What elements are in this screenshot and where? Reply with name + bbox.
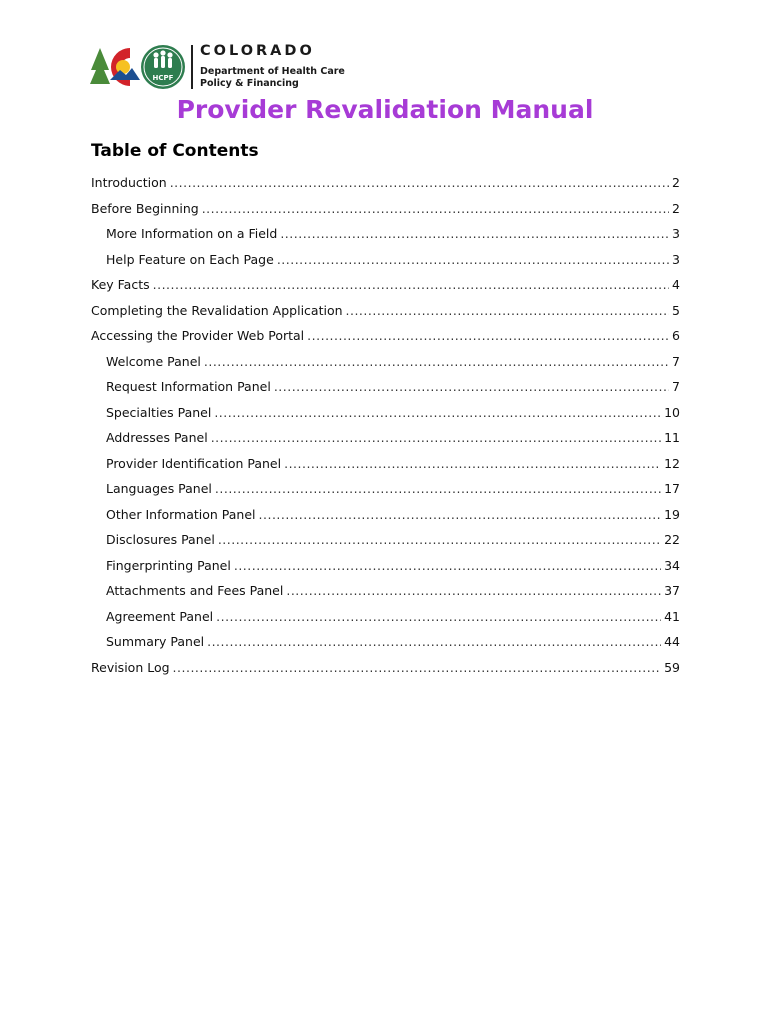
- toc-entry[interactable]: [106, 247, 680, 273]
- toc-entry[interactable]: [91, 196, 680, 222]
- toc-entry[interactable]: [106, 604, 680, 630]
- toc-entry[interactable]: [106, 553, 680, 579]
- toc-entry-page-number: 59: [664, 659, 680, 675]
- toc-entry-label: Agreement Panel: [106, 608, 214, 624]
- toc-entry-label: Provider Identification Panel: [106, 455, 282, 471]
- toc-entry-page-number: 17: [664, 481, 680, 496]
- toc-dot-leader: [277, 247, 669, 273]
- toc-entry-label: Welcome Panel: [106, 353, 201, 369]
- toc-entry-label: Other Information Panel: [106, 506, 256, 522]
- toc-entry-page-number: 7: [672, 353, 680, 369]
- toc-entry-page-number: 44: [664, 634, 680, 649]
- toc-entry[interactable]: [91, 170, 680, 196]
- toc-entry-label: Summary Panel: [106, 634, 205, 649]
- toc-entry[interactable]: [106, 349, 680, 375]
- toc-entry-page-number: 3: [672, 251, 680, 267]
- toc-dot-leader: [211, 425, 661, 451]
- toc-dot-leader: [173, 655, 662, 681]
- agency-logo: [90, 42, 350, 92]
- toc-heading: Table of Contents: [91, 141, 259, 161]
- logo-state-name: COLORADO: [200, 43, 315, 59]
- toc-entry-label: Completing the Revalidation Application: [91, 302, 343, 318]
- toc-dot-leader: [207, 629, 661, 655]
- toc-dot-leader: [280, 221, 669, 247]
- document-title: Provider Revalidation Manual: [176, 95, 594, 124]
- logo-divider: [191, 45, 193, 89]
- toc-entry-label: Key Facts: [91, 277, 150, 292]
- toc-entry[interactable]: [106, 502, 680, 528]
- toc-dot-leader: [170, 170, 669, 196]
- toc-entry-page-number: 10: [664, 404, 680, 420]
- toc-entry-label: Help Feature on Each Page: [106, 251, 274, 267]
- toc-entry-page-number: 5: [672, 302, 680, 318]
- toc-entry[interactable]: [106, 425, 680, 451]
- toc-entry[interactable]: [91, 272, 680, 298]
- toc-dot-leader: [216, 604, 661, 630]
- toc-entry[interactable]: [106, 476, 680, 502]
- toc-entry-page-number: 2: [672, 175, 680, 190]
- toc-entry[interactable]: [106, 578, 680, 604]
- toc-dot-leader: [307, 323, 669, 349]
- toc-entry-page-number: 12: [664, 455, 680, 471]
- toc-entry-page-number: 7: [672, 379, 680, 394]
- toc-entry[interactable]: [91, 655, 680, 681]
- toc-entry[interactable]: [106, 527, 680, 553]
- toc-entry-page-number: 2: [672, 200, 680, 216]
- toc-entry[interactable]: [91, 298, 680, 324]
- toc-entry-page-number: 11: [664, 430, 680, 445]
- toc-entry[interactable]: [91, 323, 680, 349]
- toc-entry-label: Disclosures Panel: [106, 532, 215, 547]
- toc-entry[interactable]: [106, 374, 680, 400]
- table-of-contents: [0, 170, 770, 680]
- toc-dot-leader: [153, 272, 669, 298]
- toc-entry-label: More Information on a Field: [106, 226, 278, 241]
- colorado-flag-and-hcpf-seal-icon: [90, 42, 190, 92]
- toc-entry[interactable]: [106, 221, 680, 247]
- toc-dot-leader: [202, 196, 669, 222]
- toc-dot-leader: [286, 578, 661, 604]
- toc-entry-label: Before Beginning: [91, 200, 199, 216]
- toc-dot-leader: [259, 502, 662, 528]
- toc-entry[interactable]: [106, 629, 680, 655]
- toc-entry[interactable]: [106, 400, 680, 426]
- toc-entry-label: Fingerprinting Panel: [106, 557, 231, 573]
- toc-dot-leader: [274, 374, 669, 400]
- toc-dot-leader: [284, 451, 661, 477]
- toc-entry-label: Addresses Panel: [106, 430, 208, 445]
- toc-dot-leader: [204, 349, 669, 375]
- toc-entry-page-number: 19: [664, 506, 680, 522]
- toc-entry-label: Languages Panel: [106, 481, 212, 496]
- toc-entry-label: Request Information Panel: [106, 379, 271, 394]
- seal-text: HCPF: [152, 74, 174, 82]
- toc-entry-label: Introduction: [91, 175, 167, 190]
- toc-dot-leader: [234, 553, 661, 579]
- toc-entry-page-number: 41: [664, 608, 680, 624]
- toc-entry-page-number: 34: [664, 557, 680, 573]
- logo-dept-line-1: Department of Health Care: [200, 66, 345, 77]
- toc-entry-page-number: 4: [672, 277, 680, 292]
- toc-entry-page-number: 37: [664, 583, 680, 598]
- toc-dot-leader: [218, 527, 661, 553]
- toc-dot-leader: [215, 476, 661, 502]
- toc-entry-label: Accessing the Provider Web Portal: [91, 328, 305, 343]
- toc-entry-label: Specialties Panel: [106, 404, 212, 420]
- toc-entry-label: Attachments and Fees Panel: [106, 583, 284, 598]
- toc-entry-page-number: 3: [672, 226, 680, 241]
- toc-entry-page-number: 6: [672, 328, 680, 343]
- toc-entry-label: Revision Log: [91, 659, 170, 675]
- toc-dot-leader: [346, 298, 670, 324]
- toc-dot-leader: [214, 400, 661, 426]
- logo-dept-line-2: Policy & Financing: [200, 78, 299, 89]
- logo-department-name: [200, 66, 345, 90]
- toc-entry[interactable]: [106, 451, 680, 477]
- toc-entry-page-number: 22: [664, 532, 680, 547]
